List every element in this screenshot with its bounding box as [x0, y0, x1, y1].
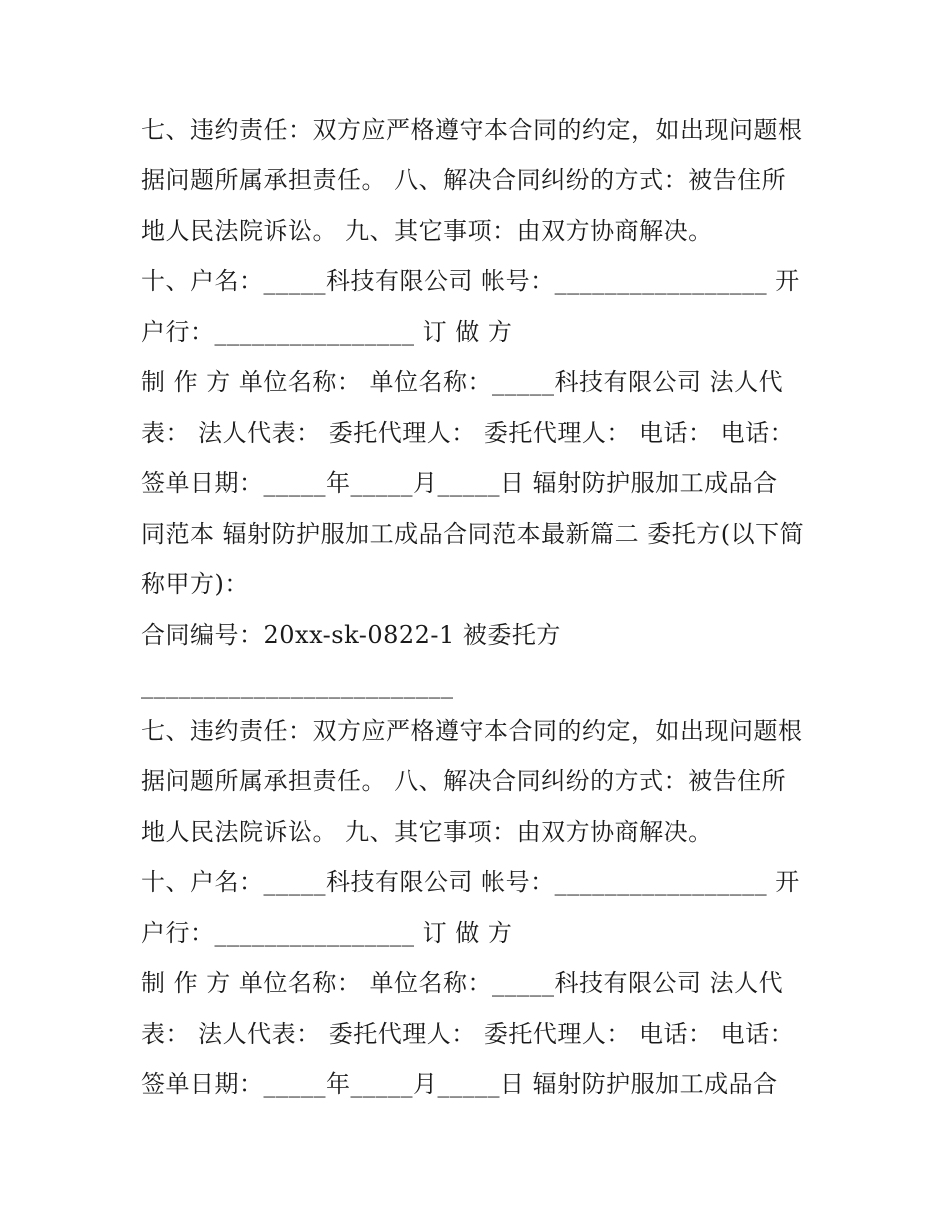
text-line: 七、违约责任：双方应严格遵守本合同的约定，如出现问题根: [141, 116, 803, 144]
text-line: 十、户名：_____科技有限公司 帐号：_________________ 开: [141, 868, 800, 896]
text-line: 表： 法人代表： 委托代理人： 委托代理人： 电话： 电话：: [141, 1020, 795, 1048]
text-line: 制 作 方 单位名称： 单位名称：_____科技有限公司 法人代: [141, 368, 784, 396]
text-line: 合同编号：20xx-sk-0822-1 被委托方: [141, 621, 561, 649]
text-line: 签单日期：_____年_____月_____日 辐射防护服加工成品合: [141, 469, 778, 497]
text-line: 十、户名：_____科技有限公司 帐号：_________________ 开: [141, 267, 800, 295]
text-line: 制 作 方 单位名称： 单位名称：_____科技有限公司 法人代: [141, 969, 784, 997]
text-line: 户行：________________ 订 做 方: [141, 318, 513, 346]
text-line: 据问题所属承担责任。 八、解决合同纠纷的方式：被告住所: [141, 166, 787, 194]
text-line: 户行：________________ 订 做 方: [141, 919, 513, 947]
text-line: 据问题所属承担责任。 八、解决合同纠纷的方式：被告住所: [141, 767, 787, 795]
text-line: 签单日期：_____年_____月_____日 辐射防护服加工成品合: [141, 1070, 778, 1098]
text-line: 七、违约责任：双方应严格遵守本合同的约定，如出现问题根: [141, 717, 803, 745]
text-line: 地人民法院诉讼。 九、其它事项：由双方协商解决。: [141, 818, 713, 846]
signature-blank-line: _________________________: [141, 671, 454, 699]
text-line: 同范本 辐射防护服加工成品合同范本最新篇二 委托方(以下简: [141, 520, 805, 548]
text-line: 地人民法院诉讼。 九、其它事项：由双方协商解决。: [141, 217, 713, 245]
text-line: 称甲方)：: [141, 570, 249, 598]
text-line: 表： 法人代表： 委托代理人： 委托代理人： 电话： 电话：: [141, 419, 795, 447]
